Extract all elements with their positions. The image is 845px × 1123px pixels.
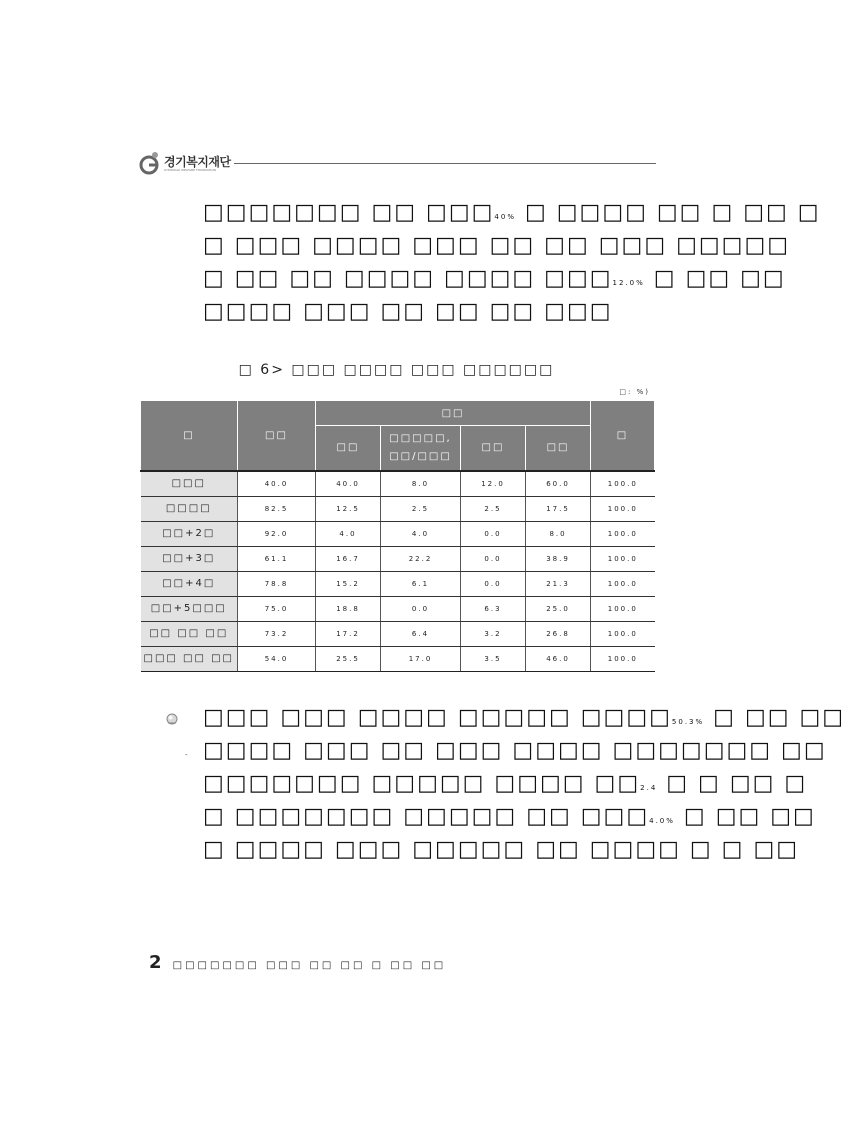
table-cell: 100.0: [591, 546, 655, 571]
paragraph-line: □□□ □□□ □□□□ □□□□□ □□□□50.3% □ □□ □□: [203, 705, 845, 730]
table-cell: 40.0: [316, 471, 381, 497]
table-cell: 18.8: [316, 596, 381, 621]
table-row: [141, 571, 655, 596]
paragraph-line: □□□□ □□□ □□ □□□ □□□□ □□□□□□□ □□: [203, 738, 827, 763]
paragraph-line: □ □□□ □□□□ □□□ □□ □□ □□□ □□□□□: [203, 233, 791, 258]
column-header: □: [141, 401, 238, 471]
table-cell: 15.2: [316, 571, 381, 596]
table-cell: 38.9: [526, 546, 591, 571]
column-header: □□: [526, 426, 591, 471]
foundation-logo-icon: [138, 150, 162, 176]
table-cell: 16.7: [316, 546, 381, 571]
logo-subtext: GYEONGGI WELFARE FOUNDATION: [164, 168, 216, 172]
table-cell: 26.8: [526, 621, 591, 646]
row-label: □□+4□: [141, 571, 238, 596]
table-cell: 6.4: [381, 621, 461, 646]
table-cell: 100.0: [591, 471, 655, 497]
table-cell: 100.0: [591, 596, 655, 621]
table-cell: 6.3: [461, 596, 526, 621]
page-footer: [149, 952, 446, 973]
table-row: [141, 596, 655, 621]
table-cell: 4.0: [381, 521, 461, 546]
table-cell: 25.0: [526, 596, 591, 621]
table-cell: 8.0: [381, 471, 461, 497]
column-header: □□□□□, □□/□□□: [381, 426, 461, 471]
header-rule: [234, 163, 656, 164]
table-cell: 22.2: [381, 546, 461, 571]
paragraph-line: □□□□□□□ □□ □□□40% □ □□□□ □□ □ □□ □: [203, 200, 821, 225]
table-cell: 73.2: [238, 621, 316, 646]
table-cell: 3.5: [461, 646, 526, 671]
row-label: □□+3□: [141, 546, 238, 571]
table-cell: 12.0: [461, 471, 526, 497]
table-cell: 61.1: [238, 546, 316, 571]
column-group-header: □□: [316, 401, 591, 426]
table-cell: 100.0: [591, 521, 655, 546]
table-cell: 25.5: [316, 646, 381, 671]
table-cell: 100.0: [591, 496, 655, 521]
column-header: □□: [238, 401, 316, 471]
table-row: [141, 471, 655, 497]
paragraph-2: [203, 701, 845, 866]
table-cell: 78.8: [238, 571, 316, 596]
column-header: □□: [461, 426, 526, 471]
table-cell: 8.0: [526, 521, 591, 546]
table-cell: 100.0: [591, 646, 655, 671]
table-cell: 17.2: [316, 621, 381, 646]
row-label: □□ □□ □□: [141, 621, 238, 646]
table-cell: 3.2: [461, 621, 526, 646]
paragraph-line: □ □□□□ □□□ □□□□□ □□ □□□□ □ □ □□: [203, 837, 800, 862]
paragraph-line: □ □□□□□□□ □□□□□ □□ □□□4.0% □ □□ □□: [203, 804, 816, 829]
table-cell: 54.0: [238, 646, 316, 671]
column-header: □: [591, 401, 655, 471]
data-table: [140, 400, 655, 672]
paragraph-1: [203, 196, 821, 328]
table-cell: 0.0: [461, 571, 526, 596]
table-unit: □: %): [619, 388, 650, 396]
column-header: □□: [316, 426, 381, 471]
table-cell: 2.5: [381, 496, 461, 521]
table-cell: 40.0: [238, 471, 316, 497]
paragraph-line: □□□□ □□□ □□ □□ □□ □□□: [203, 299, 613, 324]
table-row: [141, 621, 655, 646]
table-cell: 17.0: [381, 646, 461, 671]
table-cell: 60.0: [526, 471, 591, 497]
table-cell: 21.3: [526, 571, 591, 596]
logo-text: 경기복지재단: [164, 155, 231, 169]
table-cell: 0.0: [461, 521, 526, 546]
table-cell: 0.0: [461, 546, 526, 571]
table-cell: 75.0: [238, 596, 316, 621]
table-row: [141, 521, 655, 546]
row-label: □□□ □□ □□: [141, 646, 238, 671]
paragraph-line: □ □□ □□ □□□□ □□□□ □□□12.0% □ □□ □□: [203, 266, 786, 291]
list-dash: -: [185, 751, 188, 759]
row-label: □□+2□: [141, 521, 238, 546]
table-row: [141, 546, 655, 571]
row-label: □□+5□□□: [141, 596, 238, 621]
table-cell: 17.5: [526, 496, 591, 521]
table-title: □ 6> □□□ □□□□ □□□ □□□□□□: [238, 362, 555, 378]
table-cell: 100.0: [591, 571, 655, 596]
row-label: □□□: [141, 471, 238, 497]
table-row: [141, 496, 655, 521]
bullet-icon: [165, 712, 179, 726]
table-cell: 2.5: [461, 496, 526, 521]
footer-title: □□□□□□□ □□□ □□ □□ □ □□ □□: [172, 960, 447, 971]
paragraph-line: □□□□□□□ □□□□□ □□□□ □□2.4 □ □ □□ □: [203, 771, 808, 796]
table-cell: 0.0: [381, 596, 461, 621]
page-header: [138, 148, 656, 180]
table-cell: 82.5: [238, 496, 316, 521]
table-row: [141, 646, 655, 671]
table-cell: 12.5: [316, 496, 381, 521]
table-cell: 6.1: [381, 571, 461, 596]
table-cell: 4.0: [316, 521, 381, 546]
table-cell: 100.0: [591, 621, 655, 646]
table-cell: 46.0: [526, 646, 591, 671]
page-number: 2: [149, 952, 162, 973]
row-label: □□□□: [141, 496, 238, 521]
table-cell: 92.0: [238, 521, 316, 546]
